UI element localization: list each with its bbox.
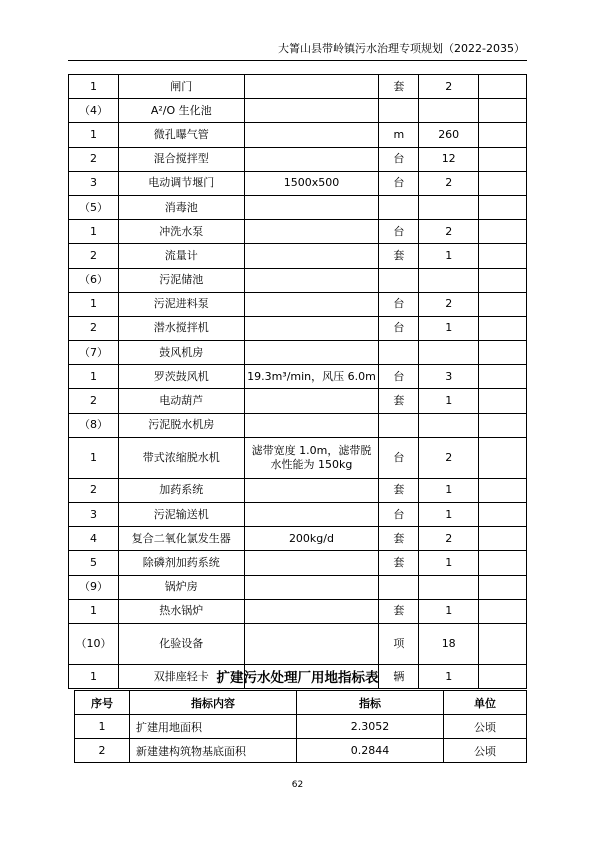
cell-unit: 台 bbox=[379, 437, 419, 478]
cell-no: 4 bbox=[69, 527, 119, 551]
cell-name: 除磷剂加药系统 bbox=[118, 551, 244, 575]
header-cell: 指标内容 bbox=[130, 691, 297, 715]
index-header-row bbox=[75, 691, 527, 715]
table-row bbox=[69, 268, 527, 292]
cell-qty: 1 bbox=[419, 664, 479, 688]
table-row bbox=[69, 220, 527, 244]
cell-remark bbox=[479, 244, 527, 268]
table-row bbox=[69, 623, 527, 664]
cell-name: 热水锅炉 bbox=[118, 599, 244, 623]
cell-no: 2 bbox=[69, 389, 119, 413]
table-row bbox=[69, 75, 527, 99]
cell-spec bbox=[244, 503, 379, 527]
cell-name: 混合搅拌型 bbox=[118, 147, 244, 171]
equipment-table bbox=[68, 74, 527, 689]
cell-qty: 2 bbox=[419, 437, 479, 478]
cell-no: 1 bbox=[69, 292, 119, 316]
cell-value: 2.3052 bbox=[297, 715, 444, 739]
cell-name: 化验设备 bbox=[118, 623, 244, 664]
header-cell: 指标 bbox=[297, 691, 444, 715]
cell-remark bbox=[479, 527, 527, 551]
cell-no: （9） bbox=[69, 575, 119, 599]
cell-unit: 套 bbox=[379, 551, 419, 575]
cell-remark bbox=[479, 99, 527, 123]
cell-qty: 1 bbox=[419, 478, 479, 502]
cell-remark bbox=[479, 195, 527, 219]
cell-no: （5） bbox=[69, 195, 119, 219]
cell-qty: 1 bbox=[419, 244, 479, 268]
table-row bbox=[75, 715, 527, 739]
cell-qty bbox=[419, 575, 479, 599]
cell-remark bbox=[479, 365, 527, 389]
table-row bbox=[69, 389, 527, 413]
cell-spec: 19.3m³/min，风压 6.0m bbox=[244, 365, 379, 389]
cell-name: 带式浓缩脱水机 bbox=[118, 437, 244, 478]
cell-spec bbox=[244, 575, 379, 599]
cell-remark bbox=[479, 123, 527, 147]
cell-spec bbox=[244, 244, 379, 268]
cell-spec bbox=[244, 389, 379, 413]
cell-remark bbox=[479, 437, 527, 478]
cell-name: A²/O 生化池 bbox=[118, 99, 244, 123]
table-row bbox=[69, 99, 527, 123]
cell-remark bbox=[479, 503, 527, 527]
cell-name: 污泥输送机 bbox=[118, 503, 244, 527]
cell-remark bbox=[479, 316, 527, 340]
cell-unit: 台 bbox=[379, 171, 419, 195]
cell-no: （7） bbox=[69, 341, 119, 365]
cell-spec bbox=[244, 123, 379, 147]
cell-qty: 1 bbox=[419, 389, 479, 413]
cell-name: 鼓风机房 bbox=[118, 341, 244, 365]
cell-value: 0.2844 bbox=[297, 739, 444, 763]
cell-spec bbox=[244, 623, 379, 664]
cell-unit: 台 bbox=[379, 316, 419, 340]
cell-remark bbox=[479, 623, 527, 664]
cell-name: 锅炉房 bbox=[118, 575, 244, 599]
cell-no: 1 bbox=[69, 220, 119, 244]
cell-qty: 1 bbox=[419, 316, 479, 340]
header-cell: 单位 bbox=[444, 691, 527, 715]
table-row bbox=[75, 739, 527, 763]
cell-remark bbox=[479, 341, 527, 365]
cell-qty bbox=[419, 268, 479, 292]
cell-unit: 公顷 bbox=[444, 715, 527, 739]
cell-unit bbox=[379, 575, 419, 599]
table-row bbox=[69, 575, 527, 599]
cell-no: （8） bbox=[69, 413, 119, 437]
cell-remark bbox=[479, 220, 527, 244]
cell-content: 新建建构筑物基底面积 bbox=[130, 739, 297, 763]
cell-unit: 套 bbox=[379, 389, 419, 413]
cell-unit: 套 bbox=[379, 599, 419, 623]
cell-name: 污泥进料泵 bbox=[118, 292, 244, 316]
cell-name: 消毒池 bbox=[118, 195, 244, 219]
cell-spec: 滤带宽度 1.0m，滤带脱水性能为 150kg bbox=[244, 437, 379, 478]
cell-qty bbox=[419, 413, 479, 437]
cell-name: 污泥脱水机房 bbox=[118, 413, 244, 437]
cell-qty: 2 bbox=[419, 220, 479, 244]
cell-unit: m bbox=[379, 123, 419, 147]
cell-spec bbox=[244, 147, 379, 171]
cell-unit bbox=[379, 99, 419, 123]
cell-spec bbox=[244, 292, 379, 316]
cell-qty: 1 bbox=[419, 599, 479, 623]
cell-no: 5 bbox=[69, 551, 119, 575]
cell-unit bbox=[379, 268, 419, 292]
cell-unit: 台 bbox=[379, 292, 419, 316]
cell-unit: 辆 bbox=[379, 664, 419, 688]
cell-no: 3 bbox=[69, 171, 119, 195]
cell-no: 1 bbox=[69, 437, 119, 478]
header-title: 大箐山县带岭镇污水治理专项规划（2022-2035） bbox=[278, 42, 525, 55]
cell-unit: 套 bbox=[379, 75, 419, 99]
cell-content: 扩建用地面积 bbox=[130, 715, 297, 739]
cell-qty bbox=[419, 99, 479, 123]
cell-qty: 18 bbox=[419, 623, 479, 664]
cell-spec bbox=[244, 75, 379, 99]
cell-no: 3 bbox=[69, 503, 119, 527]
cell-qty: 1 bbox=[419, 503, 479, 527]
cell-remark bbox=[479, 551, 527, 575]
cell-spec bbox=[244, 413, 379, 437]
cell-spec bbox=[244, 268, 379, 292]
cell-name: 闸门 bbox=[118, 75, 244, 99]
table-row bbox=[69, 123, 527, 147]
cell-unit: 套 bbox=[379, 478, 419, 502]
table-row bbox=[69, 147, 527, 171]
cell-remark bbox=[479, 478, 527, 502]
cell-spec bbox=[244, 599, 379, 623]
cell-name: 潜水搅拌机 bbox=[118, 316, 244, 340]
cell-no: 1 bbox=[69, 664, 119, 688]
cell-qty: 2 bbox=[419, 527, 479, 551]
cell-unit: 项 bbox=[379, 623, 419, 664]
table-row bbox=[69, 551, 527, 575]
cell-no: 2 bbox=[75, 739, 130, 763]
cell-no: 1 bbox=[75, 715, 130, 739]
table-row bbox=[69, 292, 527, 316]
cell-remark bbox=[479, 575, 527, 599]
cell-remark bbox=[479, 171, 527, 195]
cell-no: （10） bbox=[69, 623, 119, 664]
cell-name: 微孔曝气管 bbox=[118, 123, 244, 147]
table-row bbox=[69, 599, 527, 623]
cell-qty: 2 bbox=[419, 75, 479, 99]
cell-remark bbox=[479, 147, 527, 171]
cell-qty: 12 bbox=[419, 147, 479, 171]
cell-qty: 2 bbox=[419, 292, 479, 316]
cell-unit: 公顷 bbox=[444, 739, 527, 763]
cell-remark bbox=[479, 268, 527, 292]
table-row bbox=[69, 503, 527, 527]
cell-spec bbox=[244, 195, 379, 219]
table-row bbox=[69, 365, 527, 389]
cell-remark bbox=[479, 292, 527, 316]
cell-no: 2 bbox=[69, 147, 119, 171]
cell-unit: 台 bbox=[379, 147, 419, 171]
cell-name: 流量计 bbox=[118, 244, 244, 268]
cell-remark bbox=[479, 389, 527, 413]
cell-unit bbox=[379, 195, 419, 219]
cell-unit: 台 bbox=[379, 220, 419, 244]
cell-no: 2 bbox=[69, 316, 119, 340]
cell-spec: 1500x500 bbox=[244, 171, 379, 195]
cell-no: 1 bbox=[69, 599, 119, 623]
header-cell: 序号 bbox=[75, 691, 130, 715]
cell-unit bbox=[379, 341, 419, 365]
cell-no: 2 bbox=[69, 478, 119, 502]
index-table-title: 扩建污水处理厂用地指标表 bbox=[216, 670, 379, 686]
cell-name: 冲洗水泵 bbox=[118, 220, 244, 244]
cell-name: 加药系统 bbox=[118, 478, 244, 502]
table-row bbox=[69, 527, 527, 551]
land-index-table bbox=[74, 690, 527, 763]
cell-no: 1 bbox=[69, 75, 119, 99]
cell-spec bbox=[244, 99, 379, 123]
cell-spec bbox=[244, 316, 379, 340]
table-row bbox=[69, 171, 527, 195]
cell-no: 2 bbox=[69, 244, 119, 268]
cell-spec: 200kg/d bbox=[244, 527, 379, 551]
cell-name: 电动葫芦 bbox=[118, 389, 244, 413]
table-row bbox=[69, 437, 527, 478]
cell-remark bbox=[479, 599, 527, 623]
cell-spec bbox=[244, 220, 379, 244]
cell-remark bbox=[479, 413, 527, 437]
table-row bbox=[69, 195, 527, 219]
cell-name: 双排座轻卡 bbox=[118, 664, 244, 688]
cell-no: （4） bbox=[69, 99, 119, 123]
cell-no: 1 bbox=[69, 365, 119, 389]
cell-name: 污泥储池 bbox=[118, 268, 244, 292]
cell-unit bbox=[379, 413, 419, 437]
table-row bbox=[69, 316, 527, 340]
cell-name: 电动调节堰门 bbox=[118, 171, 244, 195]
cell-unit: 套 bbox=[379, 527, 419, 551]
page-header bbox=[68, 38, 527, 61]
cell-qty: 1 bbox=[419, 551, 479, 575]
cell-name: 复合二氧化氯发生器 bbox=[118, 527, 244, 551]
cell-qty: 2 bbox=[419, 171, 479, 195]
cell-name: 罗茨鼓风机 bbox=[118, 365, 244, 389]
cell-spec bbox=[244, 551, 379, 575]
cell-qty bbox=[419, 195, 479, 219]
table-row bbox=[69, 413, 527, 437]
cell-spec bbox=[244, 341, 379, 365]
table-row bbox=[69, 478, 527, 502]
page-number: 62 bbox=[291, 780, 304, 790]
cell-qty: 3 bbox=[419, 365, 479, 389]
table-row bbox=[69, 244, 527, 268]
cell-qty bbox=[419, 341, 479, 365]
cell-no: 1 bbox=[69, 123, 119, 147]
cell-remark bbox=[479, 75, 527, 99]
cell-spec bbox=[244, 478, 379, 502]
cell-unit: 套 bbox=[379, 244, 419, 268]
table-row bbox=[69, 341, 527, 365]
cell-unit: 台 bbox=[379, 365, 419, 389]
cell-no: （6） bbox=[69, 268, 119, 292]
cell-unit: 台 bbox=[379, 503, 419, 527]
cell-qty: 260 bbox=[419, 123, 479, 147]
